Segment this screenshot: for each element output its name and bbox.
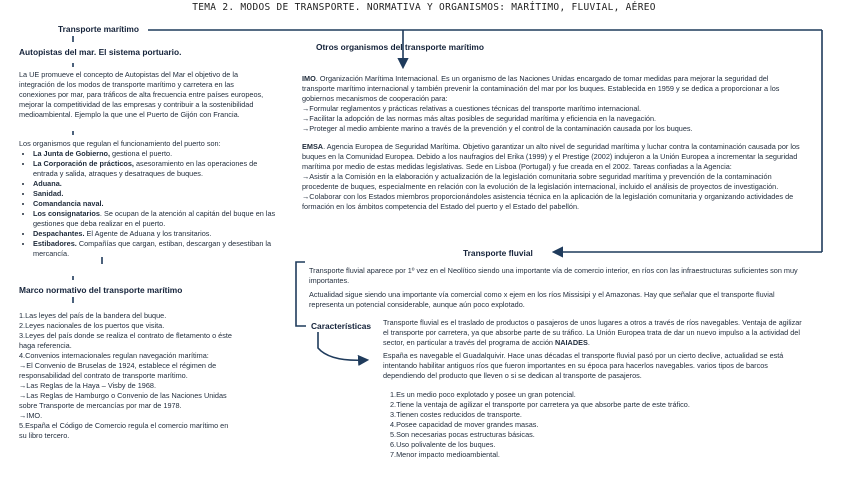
list-item: →El Convenio de Bruselas de 1924, establece el régimen de responsabilidad del contrato de transporte marítimo. [19, 361, 217, 380]
list-item: • La Junta de Gobierno, gestiona el puerto. [33, 149, 279, 159]
list-item: →Proteger al medio ambiente marino a través de la prevención y el control de la contaminación causada por los buques. [302, 124, 693, 133]
marco-heading: Marco normativo del transporte marítimo [19, 285, 183, 295]
list-item: • Estibadores. Compañías que cargan, estiban, descargan y desestiban la mercancía. [33, 239, 279, 259]
caract-label: Características [311, 321, 372, 331]
list-item: →Las Reglas de la Haya – Visby de 1968. [19, 381, 156, 390]
imo-paragraph: IMO. Organización Marítima Internacional. Es un organismo de las Naciones Unidas encargado de tomar medidas para mejorar la seguridad del transporte marítimo internacional y también prevenir la contaminación del mar por los buques. Establecida en 1959 y se dedica a proporcionar a los gobiernos mecanismos de cooperación para: [302, 74, 780, 103]
list-item: →Colaborar con los Estados miembros proporcionándoles asistencia técnica en la aplicación de la legislación comunitaria y organizando actividades de formación en los ámbitos competencia del Estado del puerto y el Estado del pabellón. [302, 192, 794, 211]
fluvial-bracket [296, 262, 306, 326]
fluvial-heading: Transporte fluvial [463, 248, 533, 258]
maritime-heading: Transporte marítimo [58, 24, 139, 34]
fluvial-list [390, 390, 790, 460]
fluvial-intro-1: Transporte fluvial aparece por 1º vez en el Neolítico siendo una importante vía de comercio interior, en ríos con las infraestructuras suficientes son muy importantes. [309, 266, 798, 285]
list-item: 3.Tienen costes reducidos de transporte. [390, 410, 522, 419]
list-item: • Comandancia naval. [33, 199, 279, 209]
list-item: 7.Menor impacto medioambiental. [390, 450, 500, 459]
list-item: • La Corporación de prácticos, asesoramiento en las operaciones de entrada y salida, atraques y desatraques de buques. [33, 159, 279, 179]
list-item: • Despachantes. El Agente de Aduana y los transitarios. [33, 229, 279, 239]
fluvial-list-block [390, 390, 790, 460]
list-item: 1.Las leyes del país de la bandera del buque. [19, 311, 167, 320]
caract-paragraph-1: Transporte fluvial es el traslado de productos o pasajeros de unos lugares a otros a través de ríos navegables. Ventaja de agilizar el transporte por carretera, ya que absorbe parte de su tráfico. La Unión Europea trata de dar un nuevo impulso a la actividad del sector, en particular a través del programa de acción NAIADES. [383, 318, 802, 347]
autopistas-heading: Autopistas del mar. El sistema portuario. [19, 47, 182, 57]
organismos-block [19, 139, 279, 259]
organismos-intro: Los organismos que regulan el funcionamiento del puerto son: [19, 139, 221, 148]
list-item: →Asistir a la Comisión en la elaboración y actualización de la legislación comunitaria sobre seguridad marítima y prevención de la contaminación procedente de buques, especialmente en relación con la evolución de la legislación internacional, incluido el análisis de proyectos de investigación. [302, 172, 779, 191]
list-item: →IMO. [19, 411, 43, 420]
emsa-block [302, 142, 802, 212]
imo-block [302, 74, 802, 134]
list-item: • Aduana. [33, 179, 279, 189]
list-item: • Los consignatarios. Se ocupan de la atención al capitán del buque en las gestiones que deba realizar en el puerto. [33, 209, 279, 229]
otros-heading: Otros organismos del transporte marítimo [316, 42, 484, 52]
list-item: 3.Leyes del país donde se realiza el contrato de fletamento o éste haga referencia. [19, 331, 232, 350]
list-item: →Las Reglas de Hamburgo o Convenio de las Naciones Unidas sobre Transporte de mercancías por mar de 1978. [19, 391, 227, 410]
list-item: →Facilitar la adopción de las normas más altas posibles de seguridad marítima y eficiencia en la navegación. [302, 114, 657, 123]
imo-label: IMO [302, 74, 316, 83]
caract-block [383, 318, 805, 381]
emsa-label: EMSA [302, 142, 324, 151]
naiades-label: NAIADES [554, 338, 588, 347]
marco-block [19, 311, 234, 441]
caract-paragraph-2: España es navegable el Guadalquivir. Hace unas décadas el transporte fluvial pasó por un cierto declive, actualidad se está intentando habilitar antiguos ríos que fueron importantes en su época para hacerlos navegables. varios tipos de barcos dependiendo del producto que lleven o si se dedican al transporte de pasajeros. [383, 351, 784, 380]
organismos-list [19, 149, 279, 259]
list-item: 4.Convenios internacionales regulan navegación marítima: [19, 351, 209, 360]
fluvial-intro-2: Actualidad sigue siendo una importante vía comercial como x ejem en los ríos Missisipi y el Amazonas. Hay que señalar que el transporte fluvial representa un potencial considerable, aunque aún poco explotado. [309, 290, 775, 309]
emsa-paragraph: EMSA. Agencia Europea de Seguridad Marítima. Objetivo garantizar un alto nivel de seguridad marítima y luchar contra la contaminación causada por los buques en la Comunidad Europea. Debido a los naufragios del Erika (1999) y el Prestige (2002) indujeron a la Unión Europea a incrementar la seguridad marítima por medio de estas medidas legislativas. Sede en Lisboa (Portugal) y fue creada en el 2002. Tareas confiadas a la Agencia: [302, 142, 800, 171]
list-item: 4.Posee capacidad de mover grandes masas. [390, 420, 539, 429]
autopistas-text [19, 70, 271, 120]
page-title: TEMA 2. MODOS DE TRANSPORTE. NORMATIVA Y ORGANISMOS: MARÍTIMO, FLUVIAL, AÉREO [192, 2, 656, 13]
marco-list [19, 311, 234, 441]
list-item: →Formular reglamentos y prácticas relativas a cuestiones técnicas del transporte marítimo internacional. [302, 104, 642, 113]
list-item: 1.Es un medio poco explotado y posee un gran potencial. [390, 390, 576, 399]
autopistas-paragraph: La UE promueve el concepto de Autopistas del Mar el objetivo de la integración de los modos de transporte marítimo y carretera en las conexiones por mar, para tráficos de alta frecuencia entre países europeos, mejorar la competitividad de las empresas y contribuir a la sostenibilidad medioambiental. Ejemplo la que une el Puerto de Gijón con Francia. [19, 70, 264, 119]
caract-arrow [318, 332, 366, 360]
fluvial-intro [309, 266, 804, 310]
list-item: 5.Son necesarias pocas estructuras básicas. [390, 430, 535, 439]
list-item: 2.Tiene la ventaja de agilizar el transporte por carretera ya que absorbe parte de este tráfico. [390, 400, 690, 409]
list-item: 2.Leyes nacionales de los puertos que visita. [19, 321, 165, 330]
list-item: • Sanidad. [33, 189, 279, 199]
list-item: 5.España el Código de Comercio regula el comercio marítimo en su libro tercero. [19, 421, 229, 440]
list-item: 6.Uso polivalente de los buques. [390, 440, 496, 449]
